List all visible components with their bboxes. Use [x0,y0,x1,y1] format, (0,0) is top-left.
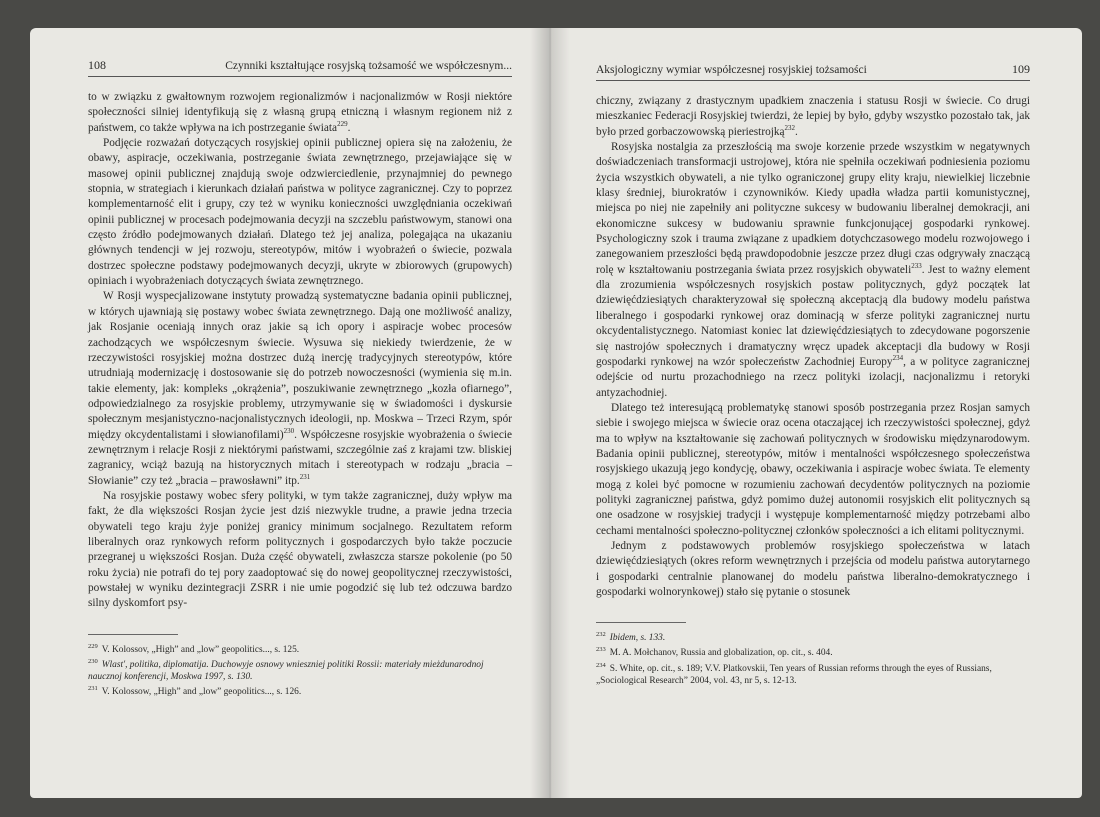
footnote-ref[interactable]: 230 [283,426,295,435]
running-head: Aksjologiczny wymiar współczesnej rosyjskiej tożsamości [596,64,867,76]
left-page [30,28,550,798]
footnote-ref[interactable]: 233 [911,262,922,271]
footnotes [88,641,512,698]
right-page [550,28,1082,798]
paragraph: to w związku z gwałtownym rozwojem regionalizmów i nacjonalizmów w Rosji niektóre społeczności silniej identyfikują się z własną grupą etniczną i własnym regionem niż z państwem, co także wpływa na ich postrzeganie świata$^{229}$. [88,91,512,134]
footnote: $^{229}$ V. Kolossov, „High” and „low” geopolitics..., s. 125. [88,642,300,655]
right-page-body [596,94,1030,600]
footnote: $^{231}$ V. Kolossow, „High” and „low” geopolitics..., s. 126. [88,684,302,698]
right-page-header [596,62,1030,81]
footnote: $^{232}$ Ibidem, s. 133. [596,631,666,644]
paragraph: Dlatego też interesującą problematykę stanowi sposób postrzegania przez Rosjan samych siebie i swojego miejsca w świecie oraz ocena otaczającej ich rzeczywistości społecznej, gdyż ma to wpływ na kształtowanie się zachowań politycznych w środowisku międzynarodowym. Badania opinii publicznej, stereotypów, mitów i mentalności współczesnego społeczeństwa rosyjskiego ukazują jego kondycję, obawy, oczekiwania i aspiracje wobec świata. Te elementy mogą z kolei być pomocne w rozumieniu zachowań decydentów politycznych na poziomie polityki zagranicznej państwa, gdyż pomimo dużej autonomii rosyjskich elit politycznych są one osadzone w rosyjskiej tradycji i występuje komplementarność między potrzebami albo cechami mentalności społeczno-politycznej członków społeczności a ich elitami politycznymi. [596,401,1030,537]
paragraph: W Rosji wyspecjalizowane instytuty prowadzą systematyczne badania opinii publicznej, w których ujawniają się postawy wobec świata zewnętrznego. Dają one możliwość analizy, jak Rosjanie oceniają innych oraz jakie są ich opory i aspiracje wobec procesów zachodzących we współczesnym świecie. Wysuwa się niekiedy twierdzenie, że w rzeczywistości rosyjskiej można dostrzec dużą inercję tradycyjnych stereotypów, które utrudniają modernizację i dostosowanie się do potrzeb nowoczesności (wymienia się m.in. takie elementy, jak: kompleks „okrążenia”, poszukiwanie zewnętrznego „kozła ofiarnego”, odpowiedzialnego za rosyjskie problemy, utrzymywanie się w świadomości i dyskursie społecznym mesjanistyczno-nacjonalistycznych ideologii, np. Moskwa – Trzeci Rzym, spór między okcydentalistami i słowianofilami)$^{230}$. Współczesne rosyjskie wyobrażenia o świecie zewnętrznym i relacje Rosji z niektórymi państwami, szczególnie zaś z krajami tzw. bliskiej zagranicy, wciąż bazują na historycznych mitach i stereotypach w rodzaju „bracia – Słowianie” czy też „bracia – prawosławni” itp.$^{231}$ [88,290,512,487]
left-page-body [88,90,512,612]
footnote-ref[interactable]: 232 [784,123,796,132]
footnote: $^{233}$ M. A. Mołchanov, Russia and globalization, op. cit., s. 404. [596,646,833,659]
footnote-divider [596,622,686,623]
left-page-header [88,58,512,77]
page-number: 108 [88,58,106,72]
paragraph: Podjęcie rozważań dotyczących rosyjskiej opinii publicznej opiera się na założeniu, że obawy, aspiracje, oczekiwania, postrzeganie świata zewnętrznego, przejawiające się w masowej opinii publicznej znajdują swoje odzwierciedlenie, przynajmniej do pewnego stopnia, w strategiach i kierunkach działań państwa w polityce zagranicznej. Czy to poprzez komplementarność elit i grupy, czy też w wyniku konieczności uwzględniania oczekiwań opinii publicznej w procesach podejmowania decyzji na szczeblu państwowym, stanowi ona często źródło podejmowanych działań. Dlatego też jej analiza, polegająca na ukazaniu głównych tendencji w jej rozwoju, stereotypów, mitów i wyobrażeń o świecie, pozwala dostrzec społeczne podstawy podejmowanych decyzji, ukryte w zbiorowych (grupowych) opiniach i wyobrażeniach dotyczących świata zewnętrznego. [88,137,512,288]
paragraph: Rosyjska nostalgia za przeszłością ma swoje korzenie przede wszystkim w negatywnych doświadczeniach transformacji ustrojowej, która nie spełniła oczekiwań podniesienia poziomu życia wszystkich obywateli, a nie tylko ograniczonej grupy elity kraju, niewielkiej liczebnie klasy średniej, biurokratów i czynowników. Kiedy upadła władza partii komunistycznej, miejsca po niej nie zapełniły ani polityczne sukcesy w budowaniu liberalnej demokracji, ani ekonomiczne sukcesy w budowaniu sprawnie funkcjonującej gospodarki rynkowej. Psychologiczny szok i trauma związane z upadkiem dotychczasowego modelu rozwojowego i zanegowaniem przeszłości będą prawdopodobnie jeszcze przez długi czas odgrywały znaczącą rolę w kształtowaniu postrzegania świata przez rosyjskich obywateli$^{233}$. Jest to ważny element dla zrozumienia współczesnych rosyjskich postaw politycznych, gdyż początek lat dziewięćdziesiątych charakteryzował się społeczną akceptacją dla budowy modelu państwa liberalnego i gospodarki rynkowej oraz dominacją w sferze polityki zagranicznej nurtu okcydentalistycznego. Natomiast koniec lat dziewięćdziesiątych to zdecydowane pogorszenie się nastrojów społecznych i dramatyczny wręcz upadek akceptacji dla budowy w Rosji gospodarki rynkowej na wzór społeczeństw Zachodniej Europy$^{234}$, a w polityce zagranicznej odejście od nurtu prozachodniego na rzecz polityki izolacji, nacjonalizmu i retoryki antyzachodniej. [596,141,1031,399]
footnote-ref[interactable]: 231 [299,472,311,481]
running-head: Czynniki kształtujące rosyjską tożsamość we współczesnym... [225,60,512,72]
footnote-ref[interactable]: 234 [892,354,904,363]
page-number: 109 [1012,62,1030,76]
footnote: $^{230}$ Wlast', politika, diplomatija. Duchowyje osnowy wnieszniej politiki Rossii: materiały mieżdunarodnoj naucznoj konferencji, Moskwa 1997, s. 130. [88,657,484,682]
footnote-divider [88,634,178,635]
paragraph: Na rosyjskie postawy wobec sfery polityki, w tym także zagranicznej, duży wpływ ma fakt, że dla większości Rosjan życie jest dziś niezwykle trudne, a prawie jedna trzecia obywateli tego kraju żyje poniżej granicy minimum socjalnego. Rezultatem reform liberalnych oraz rynkowych reform politycznych i gospodarczych było także poczucie przegranej u większości Rosjan. Duża część obywateli, zwłaszcza starsze pokolenie (po 50 roku życia) nie potrafi do tej pory zaadoptować się do nowej geopolitycznej rzeczywistości, powstałej w wyniku dezintegracji ZSRR i nie umie pogodzić się lub też odczuwa bardzo silny dyskomfort psy- [88,489,512,610]
paragraph: Jednym z podstawowych problemów rosyjskiego społeczeństwa w latach dziewięćdziesiątych (okres reform wewnętrznych i przejścia od modelu państwa autorytarnego i gospodarki centralnie planowanej do modelu państwa liberalno-demokratycznego i gospodarki wolnorynkowej) stało się pytanie o stosunek [596,539,1030,598]
footnote-ref[interactable]: 229 [337,119,348,128]
paragraph: chiczny, związany z drastycznym upadkiem znaczenia i statusu Rosji w świecie. Co drugi mieszkaniec Federacji Rosyjskiej twierdzi, że lepiej by było, gdyby wszystko pozostało tak, jak było przed gorbaczowowską pieriestrojką$^{232}$. [596,95,1030,138]
footnote: $^{234}$ S. White, op. cit., s. 189; V.V. Platkovskii, Ten years of Russian reforms through the eyes of Russians, „Sociological Research” 2004, vol. 43, nr 5, s. 12-13. [596,661,992,686]
footnotes [596,629,1030,686]
